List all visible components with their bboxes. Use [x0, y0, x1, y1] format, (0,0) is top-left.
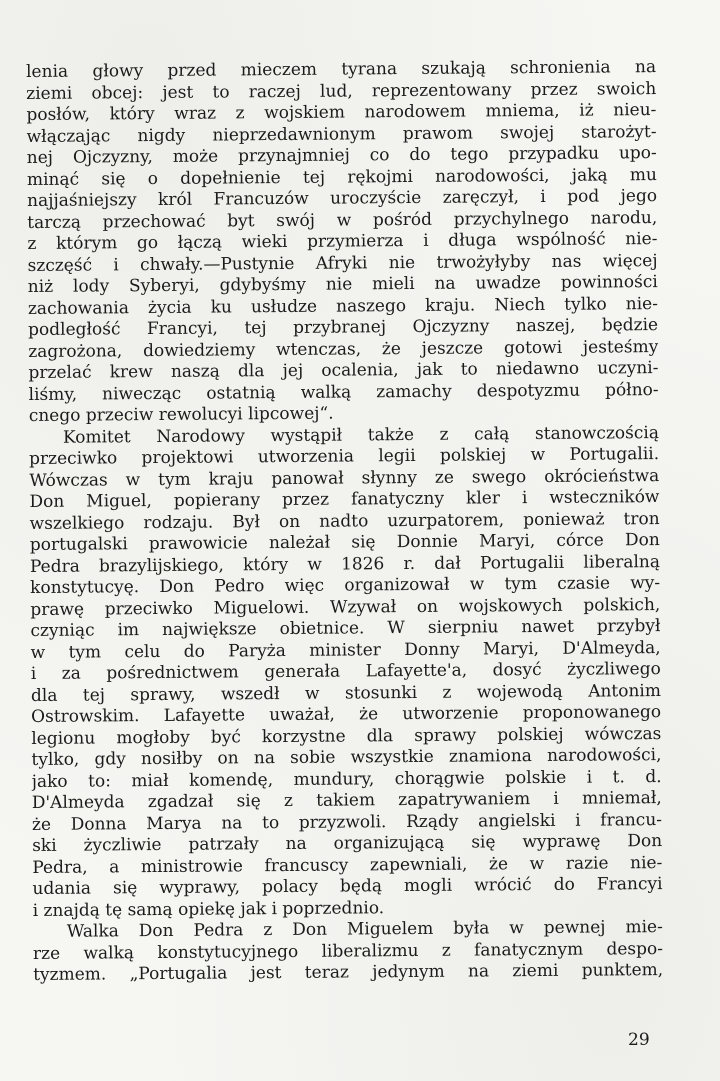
- paragraph-start-line: Walka Don Pedra z Don Miguelem była w pewnej mie-: [66, 917, 663, 942]
- text-line: prawę przeciwko Miguelowi. Wzywał on wojskowych polskich,: [30, 594, 661, 620]
- text-line: rze walką konstytucyjnego liberalizmu z fanatycznym despo-: [32, 938, 664, 964]
- text-line: konstytucyę. Don Pedro więc organizował w tym czasie wy-: [30, 573, 661, 598]
- text-line: zagrożona, dowiedziemy wtenczas, że jeszcze gotowi jesteśmy: [28, 336, 659, 362]
- text-line: D'Almeyda zgadzał się z takiem zapatrywaniem i mniemał,: [31, 788, 662, 813]
- text-line: tylko, gdy nosiłby on na sobie wszystkie znamiona narodowości,: [31, 745, 662, 770]
- paragraph-start-line: Komitet Narodowy wystąpił także z całą stanowczością: [62, 422, 660, 448]
- text-line: cnego przeciw rewolucyi lipcowej“.: [28, 403, 334, 426]
- text-line: liśmy, niwecząc ostatnią walką zamachy despotyzmu półno-: [28, 379, 659, 405]
- text-line: jako to: miał komendę, mundury, chorągwie polskie i t. d.: [31, 766, 662, 792]
- text-line: z którym go łączą wieki przymierza i długa wspólność nie-: [27, 229, 658, 254]
- text-line: że Donna Marya na to przyzwoli. Rządy angielski i francu-: [31, 809, 663, 835]
- text-line: i znajdą tę samą opiekę jak i poprzednio.: [32, 897, 385, 921]
- text-line: Don Miguel, popierany przez fanatyczny kler i wsteczników: [29, 487, 660, 512]
- text-line: udania się wyprawy, polacy będą mogli wrócić do Francyi: [32, 874, 663, 899]
- text-line: podległość Francyi, tej przybranej Ojczyzny naszej, będzie: [28, 315, 659, 340]
- text-line: Ostrowskim. Lafayette uważał, że utworzenie proponowanego: [31, 702, 662, 727]
- text-line: w tym celu do Paryża minister Donny Maryi, D'Almeyda,: [30, 637, 661, 663]
- text-line: dla tej sprawy, wszedł w stosunki z wojewodą Antonim: [30, 680, 662, 706]
- text-line: włączając nigdy nieprzedawnionym prawom swojej starożyt-: [26, 121, 657, 147]
- text-line: minąć się o dopełnienie tej rękojmi narodowości, jaką mu: [26, 164, 657, 190]
- text-line: i za pośrednictwem generała Lafayette'a, dosyć życzliwego: [30, 659, 661, 684]
- text-line: najjaśniejszy król Francuzów uroczyście zaręczył, i pod jego: [27, 186, 658, 211]
- text-line: przelać krew naszą dla jej ocalenia, jak to niedawno uczyni-: [28, 358, 659, 383]
- text-line: szczęść i chwały.—Pustynie Afryki nie trwożyłyby nas więcej: [27, 250, 658, 276]
- text-line: lenia głowy przed mieczem tyrana szukają schronienia na: [26, 57, 657, 82]
- text-line: Pedra, a ministrowie francuscy zapewniali, że w razie nie-: [32, 852, 663, 878]
- text-line: nej Ojczyzny, może przynajmniej co do tego przypadku upo-: [26, 143, 657, 168]
- text-line: tarczą przechować byt swój w pośród przychylnego narodu,: [27, 207, 658, 233]
- body-text: [26, 57, 663, 986]
- text-line: tyzmem. „Portugalia jest teraz jedynym na ziemi punktem,: [33, 960, 664, 985]
- text-line: ski życzliwie patrzały na organizującą się wyprawę Don: [32, 831, 663, 856]
- text-line: czyniąc im największe obietnice. W sierpniu nawet przybył: [30, 616, 661, 641]
- text-line: przeciwko projektowi utworzenia legii polskiej w Portugalii.: [29, 444, 660, 469]
- page-number: 29: [628, 1030, 650, 1050]
- text-line: portugalski prawowicie należał się Donnie Maryi, córce Don: [29, 530, 660, 555]
- text-line: Pedra brazylijskiego, który w 1826 r. dał Portugalii liberalną: [29, 551, 661, 577]
- text-line: Wówczas w tym kraju panował słynny ze swego okrócieństwa: [29, 465, 660, 491]
- text-line: legionu mogłoby być korzystne dla sprawy polskiej wówczas: [31, 723, 662, 749]
- text-line: wszelkiego rodzaju. Był on nadto uzurpatorem, ponieważ tron: [29, 508, 660, 534]
- text-line: ziemi obcej: jest to raczej lud, reprezentowany przez swoich: [26, 78, 657, 104]
- text-line: posłów, który wraz z wojskiem narodowem mniema, iż nieu-: [26, 100, 657, 125]
- text-line: niż lody Syberyi, gdybyśmy nie mieli na uwadze powinności: [27, 272, 658, 297]
- text-line: zachowania życia ku usłudze naszego kraju. Niech tylko nie-: [27, 293, 658, 319]
